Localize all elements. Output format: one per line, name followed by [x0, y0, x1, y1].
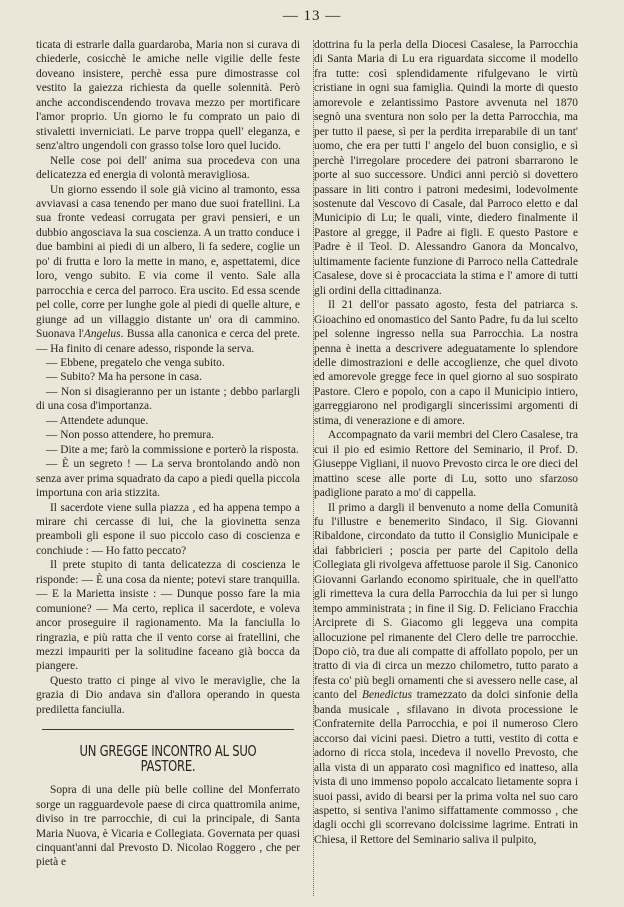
paragraph: Nelle cose poi dell' anima sua procedeva con una delicatezza ed energia di volontà meravigliosa.	[36, 154, 300, 182]
paragraph-story	[36, 183, 300, 356]
text-run: tramezzato da dolci sinfonie della banda musicale , sfilavano in divota processione le Confraternite della Parrocchia, e poi il numeroso Clero accorso dai vicini paesi. Dietro a tutti, vestito di cotta e adorno di ricca stola, incedeva il novello Prevosto, che alla vista di un apparato così magnifico ed inatteso, alla vista di uno immenso popolo accalcato lietamente sopra i suoi passi, avido di bearsi per la prima volta nel suo caro aspetto, si sentiva l'animo siffattamente commosso , che dagli occhi gli scorrevano dolcissime lagrime. Entrati in Chiesa, il Rettore del Seminario saliva il pulpito,	[314, 689, 578, 846]
paragraph: Il 21 dell'or passato agosto, festa del patriarca s. Gioachino ed onomastico del Santo Padre, fu da lui scelto pel solenne ingresso nella sua Parrocchia. La nostra penna è inetta a descrivere adeguatamente lo splendore delle dimostrazioni e delle accoglienze, che quel divoto ed amorevole gregge fece in quel giorno al suo sospirato Pastore. Clero e popolo, con a capo il Municipio intiero, garreggiarono nel prodigargli sincerissimi argomenti di stima, di venerazione e di amore.	[314, 299, 578, 427]
paragraph: Questo tratto ci pinge al vivo le meraviglie, che la grazia di Dio andava sin d'allora operando in questa prediletta fanciulla.	[36, 674, 300, 716]
text-run: Il primo a dargli il benvenuto a nome della Comunità fu l'illustre e benemerito Sindaco, il Sig. Giovanni Ribaldone, circondato da tutto il Consiglio Municipale e dai fabbricieri ; poscia per parte del Capitolo della Collegiata gli rivolgeva affettuose parole il Sig. Canonico Giovanni Garlando economo spirituale, che in quell'atto gli rimetteva la cura della Parrocchia da lui per sì lungo tempo amministrata ; in fine il Sig. D. Feliciano Fracchia Arciprete di S. Giacomo gli leggeva una compita allocuzione pel rimanente del Clero delle tre parrocchie. Dopo ciò, tra due ali compatte di affollato popolo, per un tratto di via di circa un mezzo chilometro, tutto parato a festa co' più begli ornamenti che si avessero nelle case, al canto del	[314, 501, 578, 702]
paragraph-procession	[314, 501, 578, 848]
paragraph: Il prete stupito di tanta delicatezza di coscienza le risponde: — È una cosa da niente; potevi stare tranquilla. — E la Marietta insiste : — Dunque posso fare la mia comunione? — Ma certo, replica il sacerdote, e voleva ancor proseguire il ragionamento. Ma la fanciulla lo ringrazia, e più ratta che il vento corse ai fratellini, che mezzi impauriti per la solitudine faceano già bocca da piangere.	[36, 559, 300, 673]
section-heading: UN GREGGE INCONTRO AL SUO PASTORE.	[79, 742, 257, 775]
dialogue-line: — Attendete adunque.	[46, 414, 149, 427]
section-rule	[42, 729, 294, 730]
dialogue-line: — Non si disagieranno per un istante ; debbo parlargli di una cosa d'importanza.	[36, 385, 300, 413]
dialogue-line: — Non posso attendere, ho premura.	[46, 429, 214, 442]
right-column	[314, 38, 578, 847]
emphasis: Angelus	[83, 328, 121, 341]
page-number: — 13 —	[282, 8, 342, 24]
emphasis: Benedictus	[362, 689, 413, 702]
text-run: Un giorno essendo il sole già vicino al tramonto, essa avviavasi a casa tenendo per mano due suoi fratellini. La sua fronte vedeasi corrugata per gravi pensieri, e un dubbio angosciava la sua coscienza. A un tratto conduce i due bambini ai piedi di un albero, li fa sedere, coglie un po' di frutta e loro la mette in mano, e, aspettatemi, dice loro, vengo subito. E via come il vento. Sale alla parrocchia e cerca del parroco. Era uscito. Ed essa scende pel colle, corre per lunghe gole al piedi di quelle alture, e giunge ad un villaggio distante un' ora di cammino. Suonava l'	[36, 183, 300, 341]
paragraph: Il sacerdote viene sulla piazza , ed ha appena tempo a mirare chi cercasse di lui, che la giovinetta senza preamboli gli espone il suo piccolo caso di coscienza e conchiude : — Ho fatto peccato?	[36, 501, 300, 557]
text-run: . Bussa alla canonica e cerca del prete. — Ha finito di cenare adesso, risponde la serva.	[36, 328, 300, 355]
left-column	[36, 38, 300, 870]
paragraph: ticata di estrarle dalla guardaroba, Maria non si curava di chiederle, cosicchè le amiche nelle vigilie delle feste doveano insistere, perchè essa pure dimostrasse col vestito la gaiezza richiesta da quelle solennità. Però anche accondiscendendo trovava mezzo per mortificare l'amor proprio. Un giorno le fu comprato un paio di stivaletti inverniciati. Le parve troppa quell' eleganza, e senz'altro ungendoli con grasso tolse loro quel lucido.	[36, 39, 300, 153]
dialogue-line: — Dite a me; farò la commissione e porterò la risposta.	[46, 443, 299, 456]
dialogue-line: — Ebbene, pregatelo che venga subito.	[46, 356, 225, 369]
dialogue-line: — Subito? Ma ha persone in casa.	[46, 371, 202, 384]
paragraph: Sopra di una delle più belle colline del Monferrato sorge un ragguardevole paese di circa quattromila anime, diviso in tre parrocchie, di cui la principale, di Santa Maria Nuova, è Vicaria e Collegiata. Governata per quasi cinquant'anni dal Prevosto D. Nicolao Roggero , che per pietà e	[36, 784, 300, 869]
paragraph: dottrina fu la perla della Diocesi Casalese, la Parrocchia di Santa Maria di Lu era riguardata siccome il modello fra tutte: così splendidamente rifulgevano le virtù cristiane in ogni sua famiglia. Quindi la morte di questo amorevole e zelantissimo Pastore avvenuta nel 1870 segnò una sventura non solo per la detta Parrocchia, ma per tutto il paese, sì per la perdita irreparabile di un tant' uomo, che era per tutti l' angelo del buon consiglio, e sì perchè l'irregolare procedere dei patroni sbarrarono le porte al suo successore. Undici anni perciò si dovettero passare in liti contro i patroni medesimi, lodevolmente sostenute dal Vescovo di Casale, dal Parroco eletto e dal Municipio di Lu; le quali, vinte, diedero finalmente il Pastore al gregge, il Padre ai figli. E questo Pastore e Padre è il Teol. D. Alessandro Ganora da Moncalvo, ultimamente faciente funzione di Parroco nella Cattedrale Casalese, dove si è procacciata la stima e l' amore di tutti gli ordini della cittadinanza.	[314, 39, 578, 297]
dialogue-line: — È un segreto ! — La serva brontolando andò non senza aver prima squadrato da capo a piedi quella piccola importuna con aria stizzita.	[36, 458, 300, 500]
paragraph: Accompagnato da varii membri del Clero Casalese, tra cui il pio ed esimio Rettore del Seminario, il Prof. D. Giuseppe Vigliani, il nuovo Prevosto circa le ore dieci del mattino scese alle porte di Lu, sotto uno sfarzoso padiglione parato a mo' di cappella.	[314, 429, 578, 500]
